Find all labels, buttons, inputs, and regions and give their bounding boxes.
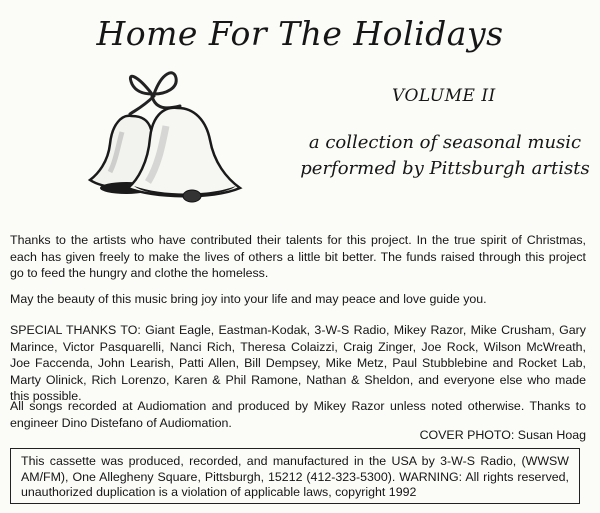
legal-notice-box [10, 448, 580, 504]
thanks-paragraph: Thanks to the artists who have contributed their talents for this project. In the true spirit of Christmas, each has given freely to make the lives of others a little bit better. The funds raised through this project go to feed the hungry and clothe the homeless. [10, 233, 586, 280]
subtitle-line-2: performed by Pittsburgh artists [300, 158, 590, 179]
subtitle [300, 130, 590, 182]
cover-photo-credit: COVER PHOTO: Susan Hoag [419, 428, 586, 442]
subtitle-line-1: a collection of seasonal music [308, 132, 582, 153]
bells-icon [82, 62, 282, 212]
legal-notice-text: This cassette was produced, recorded, and manufactured in the USA by 3-W-S Radio, (WWSW AM/FM), One Allegheny Square, Pittsburgh, 15212 (412-323-5300). WARNING: All rights reserved, unauthorized duplication is a violation of applicable laws, copyright 1992 [21, 454, 569, 499]
volume-label: VOLUME II [392, 86, 496, 106]
blessing-paragraph: May the beauty of this music bring joy into your life and may peace and love guide you. [10, 292, 487, 306]
special-thanks-paragraph: SPECIAL THANKS TO: Giant Eagle, Eastman-Kodak, 3-W-S Radio, Mikey Razor, Mike Crusham, Gary Marince, Victor Pasquarelli, Nanci Rich, Theresa Colaizzi, Craig Zinger, Joe Rock, Wilson McWreath, Joe Faccenda, John Learish, Patti Allen, Bill Dempsey, Mike Metz, Paul Stubblebine and Rocket Lab, Marty Olinick, Rich Lorenzo, Karen & Phil Ramone, Nathan & Sheldon, and everyone else who made this possible. [10, 323, 586, 403]
recording-paragraph: All songs recorded at Audiomation and produced by Mikey Razor unless noted otherwise. Thanks to engineer Dino Distefano of Audiomation. [10, 399, 586, 430]
album-title: Home For The Holidays [96, 14, 504, 53]
